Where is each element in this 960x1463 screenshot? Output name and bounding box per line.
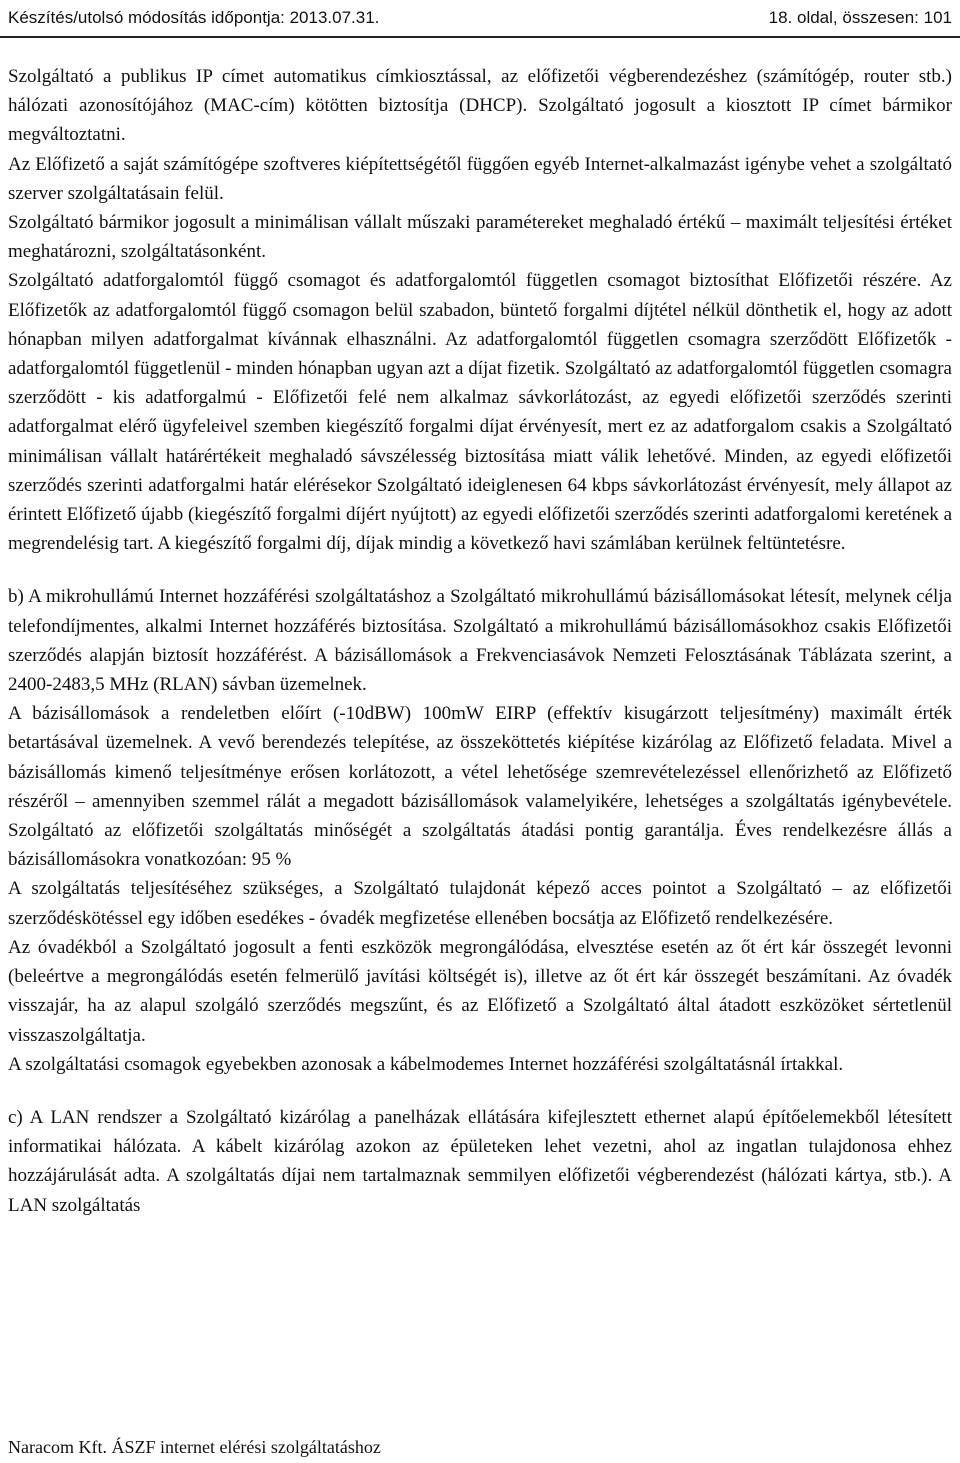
paragraph-max-values: Szolgáltató bármikor jogosult a minimálisan vállalt műszaki paramétereket meghaladó értékű – maximált teljesítési értéket meghatározni, szolgáltatásonként. (8, 212, 952, 263)
paragraph-deposit: Az óvadékból a Szolgáltató jogosult a fenti eszközök megrongálódása, elvesztése esetén az őt ért kár összegét levonni (beleértve a megrongálódás esetén felmerülő javítási költségét is), illetve az őt ért kár összegét beszámítani. Az óvadék visszajár, ha az alapul szolgáló szerződés megszűnt, és az Előfizető a Szolgáltató által átadott eszközöket sértetlenül visszaszolgáltatja. (8, 936, 952, 1046)
paragraph-ip-assignment: Szolgáltató a publikus IP címet automatikus címkiosztással, az előfizetői végberendezéshez (számítógép, router stb.) hálózati azonosítójához (MAC-cím) kötötten biztosítja (DHCP). Szolgáltató jogosult a kiosztott IP címet bármikor megváltoztatni. (8, 66, 952, 146)
paragraph-microwave-section: b) A mikrohullámú Internet hozzáférési szolgáltatáshoz a Szolgáltató mikrohullámú bázisállomásokat létesít, melynek célja telefondíjmentes, alkalmi Internet hozzáférés biztosítása. Szolgáltató a mikrohullámú bázisállomásokhoz csakis Előfizetői szerződés alapján biztosít hozzáférést. A bázisállomások a Frekvenciasávok Nemzeti Felosztásának Táblázata szerint, a 2400-2483,5 MHz (RLAN) sávban üzemelnek. (8, 586, 952, 696)
page-header (0, 0, 960, 30)
revision-date: Készítés/utolsó módosítás időpontja: 2013.07.31. (8, 8, 380, 27)
page-footer: Naracom Kft. ÁSZF internet elérési szolgáltatáshoz (8, 1437, 381, 1457)
paragraph-applications: Az Előfizető a saját számítógépe szoftveres kiépítettségétől függően egyéb Internet-alkalmazást igénybe vehet a szolgáltató szerver szolgáltatásain felül. (8, 153, 952, 204)
paragraph-packages: A szolgáltatási csomagok egyebekben azonosak a kábelmodemes Internet hozzáférési szolgáltatásnál írtakkal. (8, 1053, 844, 1075)
paragraph-lan-section: c) A LAN rendszer a Szolgáltató kizárólag a panelházak ellátására kifejlesztett ethernet alapú építőelemekből létesített informatikai hálózata. A kábelt kizárólag azokon az épületeken lehet vezetni, ahol az ingatlan tulajdonosa ehhez hozzájárulását adta. A szolgáltatás díjai nem tartalmaznak semmilyen előfizetői végberendezést (hálózati kártya, stb.). A LAN szolgáltatás (8, 1106, 952, 1216)
paragraph-traffic-packages: Szolgáltató adatforgalomtól függő csomagot és adatforgalomtól független csomagot biztosíthat Előfizetői részére. Az Előfizetők az adatforgalomtól függő csomagon belül szabadon, büntető forgalmi díjtétel nélkül dönthetik el, hogy az adott hónapban milyen adatforgalmat kívánnak elhasználni. Az adatforgalomtól független csomagra szerződött Előfizetők - adatforgalomtól függetlenül - minden hónapban ugyan azt a díjat fizetik. Szolgáltató az adatforgalomtól független csomagra szerződött - kis adatforgalmú - Előfizetői felé nem alkalmaz sávkorlátozást, az egyedi előfizetői szerződés szerinti adatforgalmat elérő ügyfeleivel szemben kiegészítő forgalmi díjat érvényesít, mert ez az adatforgalom csakis a Szolgáltató minimálisan vállalt határértékeit meghaladó sávszélesség biztosítása miatt válik lehetővé. Minden, az egyedi előfizetői szerződés szerinti adatforgalmi határ elérésekor Szolgáltató ideiglenesen 64 kbps sávkorlátozást érvényesít, mely állapot az érintett Előfizető újabb (kiegészítő forgalmi díjért nyújtott) az egyedi előfizetői szerződés szerinti adatforgalomi keretének a megrendelésig tart. A kiegészítő forgalmi díj, díjak mindig a következő havi számlában kerülnek feltüntetésre. (8, 270, 952, 555)
page-number: 18. oldal, összesen: 101 (768, 8, 952, 27)
header-divider (0, 36, 960, 38)
document-body (8, 62, 952, 1220)
paragraph-base-stations: A bázisállomások a rendeletben előírt (-10dBW) 100mW EIRP (effektív kisugárzott teljesítmény) maximált érték betartásával üzemelnek. A vevő berendezés telepítése, az összeköttetés kiépítése kizárólag az Előfizető feladata. Mivel a bázisállomás kimenő teljesítménye erősen korlátozott, a vétel lehetősége szemrevételezéssel ellenőrizhető az Előfizető részéről – amennyiben szemmel rálát a megadott bázisállomások valamelyikére, lehetséges a szolgáltatás igénybevétele. Szolgáltató az előfizetői szolgáltatás minőségét a szolgáltatás átadási pontig garantálja. Éves rendelkezésre állás a bázisállomásokra vonatkozóan: 95 % (8, 703, 952, 871)
paragraph-access-point: A szolgáltatás teljesítéséhez szükséges, a Szolgáltató tulajdonát képező acces pointot a Szolgáltató – az előfizetői szerződéskötéssel egy időben esedékes - óvadék megfizetése ellenében bocsátja az Előfizető rendelkezésére. (8, 878, 952, 929)
